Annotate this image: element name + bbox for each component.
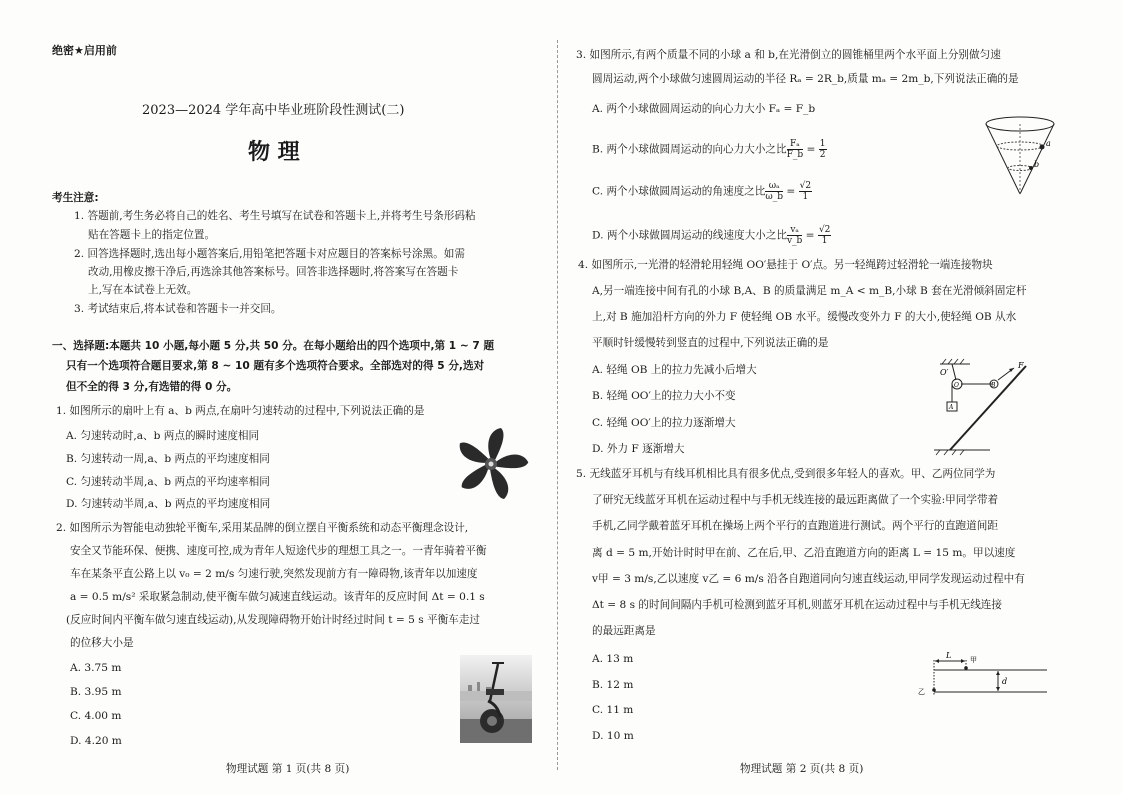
q5-option: B. 12 m bbox=[592, 679, 634, 691]
exam-title: 2023—2024 学年高中毕业班阶段性测试(二) bbox=[142, 103, 405, 118]
question-3-stem: 圆周运动,两个小球做匀速圆周运动的半径 Rₐ = 2R_b,质量 mₐ = 2m_b,下列说法正确的是 bbox=[592, 73, 1019, 85]
question-4-stem: 平顺时针缓慢转到竖直的过程中,下列说法正确的是 bbox=[592, 337, 829, 349]
q3-option: C. 两个小球做圆周运动的角速度之比 $\frac{\text{ωₐ}}{\omega\_b}$ = $\frac{√2}{1}$ bbox=[592, 181, 812, 202]
section-intro: 只有一个选项符合题目要求,第 8 ~ 10 题有多个选项符合要求。全部选对的得 5 分,选对 bbox=[66, 360, 485, 372]
cone-figure bbox=[980, 110, 1060, 200]
question-2-stem: 2. 如图所示为智能电动独轮平衡车,采用某品牌的倒立摆自平衡系统和动态平衡理念设计, bbox=[56, 522, 469, 534]
q3-option: D. 两个小球做圆周运动的线速度大小之比 $\frac{\text{vₐ}}{v\_b}$ = $\frac{√2}{1}$ bbox=[592, 225, 831, 246]
q5-option: C. 11 m bbox=[592, 704, 634, 716]
notice-line: 2. 回答选择题时,选出每小题答案后,用铅笔把答题卡对应题目的答案标号涂黑。如需 bbox=[74, 248, 465, 260]
q4-option: B. 轻绳 OO′上的拉力大小不变 bbox=[592, 390, 736, 402]
confidential-mark: 绝密★启用前 bbox=[52, 44, 117, 57]
q5-option: D. 10 m bbox=[592, 730, 634, 742]
label-yi: 乙 bbox=[918, 688, 925, 696]
question-2-stem: 的位移大小是 bbox=[70, 637, 134, 649]
question-2-stem: 安全又节能环保、便携、速度可控,成为青年人短途代步的理想工具之一。一青年骑着平衡 bbox=[70, 545, 487, 557]
q4-option: A. 轻绳 OB 上的拉力先减小后增大 bbox=[592, 364, 757, 376]
question-5-stem: v甲 = 3 m/s,乙以速度 v乙 = 6 m/s 沿各自跑道同向匀速直线运动,甲同学发现运动过程中有 bbox=[592, 573, 1025, 585]
q2-option: C. 4.00 m bbox=[70, 710, 122, 722]
q5-option: A. 13 m bbox=[592, 653, 634, 665]
balance-scooter-photo bbox=[460, 655, 532, 743]
question-5-stem: 的最远距离是 bbox=[592, 625, 656, 637]
fraction: $\frac{√2}{1}$ bbox=[799, 181, 812, 202]
label-jia: 甲 bbox=[970, 656, 977, 664]
page-footer-right: 物理试题 第 2 页(共 8 页) bbox=[740, 763, 864, 775]
label-a: A bbox=[949, 404, 954, 411]
question-1-stem: 1. 如图所示的扇叶上有 a、b 两点,在扇叶匀速转动的过程中,下列说法正确的是 bbox=[56, 405, 425, 417]
q3-option-c-text: C. 两个小球做圆周运动的角速度之比 bbox=[592, 185, 766, 198]
notice-title: 考生注意: bbox=[52, 192, 99, 204]
page-divider bbox=[557, 40, 558, 770]
parallel-tracks-figure bbox=[912, 648, 1052, 706]
question-4-stem: 4. 如图所示,一光滑的轻滑轮用轻绳 OO′悬挂于 O′点。另一轻绳跨过轻滑轮一端连接物块 bbox=[578, 259, 993, 271]
label-f: F bbox=[1018, 361, 1024, 370]
subject-title: 物 理 bbox=[248, 140, 300, 165]
q3-option-d-text: D. 两个小球做圆周运动的线速度大小之比 bbox=[592, 229, 787, 242]
q1-option: B. 匀速转动一周,a、b 两点的平均速度相同 bbox=[66, 453, 270, 465]
question-5-stem: 了研究无线蓝牙耳机在运动过程中与手机无线连接的最远距离做了一个实验:甲同学带着 bbox=[592, 494, 999, 506]
question-5-stem: 5. 无线蓝牙耳机与有线耳机相比具有很多优点,受到很多年轻人的喜欢。甲、乙两位同学为 bbox=[576, 468, 996, 480]
question-2-stem: 车在某条平直公路上以 v₀ = 2 m/s 匀速行驶,突然发现前方有一障碍物,该青年以加速度 bbox=[70, 568, 478, 580]
label-o: O bbox=[954, 382, 959, 389]
section-intro: 但不全的得 3 分,有选错的得 0 分。 bbox=[66, 381, 238, 393]
q4-option: D. 外力 F 逐渐增大 bbox=[592, 443, 685, 455]
notice-line: 贴在答题卡上的指定位置。 bbox=[88, 229, 216, 241]
q3-option: A. 两个小球做圆周运动的向心力大小 Fₐ = F_b bbox=[592, 103, 816, 115]
question-4-stem: 上,对 B 施加沿杆方向的外力 F 使轻绳 OB 水平。缓慢改变外力 F 的大小,使轻绳 OB 从水 bbox=[592, 311, 1017, 323]
q3-option-b-text: B. 两个小球做圆周运动的向心力大小之比 bbox=[592, 143, 787, 156]
fraction: $\frac{\text{Fₐ}}{F\_b}$ bbox=[786, 139, 804, 160]
label-o-prime: O′ bbox=[940, 368, 949, 377]
q4-option: C. 轻绳 OO′上的拉力逐渐增大 bbox=[592, 417, 736, 429]
question-5-stem: 离 d = 5 m,开始计时时甲在前、乙在后,甲、乙沿直跑道方向的距离 L = 15 m。甲以速度 bbox=[592, 547, 1016, 559]
question-2-stem: a = 0.5 m/s² 采取紧急制动,使平衡车做匀减速直线运动。该青年的反应时间 Δt = 0.1 s bbox=[70, 591, 485, 603]
section-intro: 一、选择题:本题共 10 小题,每小题 5 分,共 50 分。在每小题给出的四个选项中,第 1 ~ 7 题 bbox=[52, 340, 495, 352]
question-3-stem: 3. 如图所示,有两个质量不同的小球 a 和 b,在光滑倒立的圆锥桶里两个水平面上分别做匀速 bbox=[576, 49, 1001, 61]
fraction: $\frac{√2}{1}$ bbox=[818, 225, 831, 246]
q1-option: C. 匀速转动半周,a、b 两点的平均速率相同 bbox=[66, 476, 270, 488]
q1-option: A. 匀速转动时,a、b 两点的瞬时速度相同 bbox=[66, 430, 260, 442]
q2-option: A. 3.75 m bbox=[70, 662, 122, 674]
question-5-stem: Δt = 8 s 的时间间隔内手机可检测到蓝牙耳机,则蓝牙耳机在运动过程中与手机无线连接 bbox=[592, 599, 1002, 611]
pulley-rod-figure bbox=[930, 358, 1040, 458]
cone-label-b: b bbox=[1034, 160, 1040, 169]
fraction: $\frac{1}{2}$ bbox=[819, 139, 826, 160]
q1-option: D. 匀速转动半周,a、b 两点的平均速度相同 bbox=[66, 498, 271, 510]
notice-line: 3. 考试结束后,将本试卷和答题卡一并交回。 bbox=[74, 303, 282, 315]
cone-label-a: a bbox=[1046, 139, 1051, 148]
q2-option: B. 3.95 m bbox=[70, 686, 122, 698]
notice-line: 上,写在本试卷上无效。 bbox=[88, 284, 198, 296]
fraction: $\frac{\text{ωₐ}}{\omega\_b}$ bbox=[765, 181, 783, 202]
label-d: d bbox=[1002, 677, 1008, 686]
question-2-stem: (反应时间内平衡车做匀速直线运动),从发现障碍物开始计时经过时间 t = 5 s 平衡车走过 bbox=[66, 614, 480, 626]
page-footer-left: 物理试题 第 1 页(共 8 页) bbox=[226, 763, 350, 775]
question-4-stem: A,另一端连接中间有孔的小球 B,A、B 的质量满足 m_A < m_B,小球 B 套在光滑倾斜固定杆 bbox=[592, 285, 1027, 297]
question-5-stem: 手机,乙同学戴着蓝牙耳机在操场上两个平行的直跑道进行测试。两个平行的直跑道间距 bbox=[592, 520, 998, 532]
notice-line: 改动,用橡皮擦干净后,再选涂其他答案标号。回答非选择题时,将答案写在答题卡 bbox=[88, 266, 459, 278]
notice-line: 1. 答题前,考生务必将自己的姓名、考生号填写在试卷和答题卡上,并将考生号条形码粘 bbox=[74, 210, 476, 222]
q3-option: B. 两个小球做圆周运动的向心力大小之比 $\frac{\text{Fₐ}}{F\_b}$ = $\frac{1}{2}$ bbox=[592, 139, 826, 160]
fraction: $\frac{\text{vₐ}}{v\_b}$ bbox=[786, 225, 803, 246]
label-l: L bbox=[946, 651, 952, 660]
q2-option: D. 4.20 m bbox=[70, 735, 122, 747]
label-b: B bbox=[991, 382, 996, 389]
fan-figure bbox=[452, 425, 530, 503]
